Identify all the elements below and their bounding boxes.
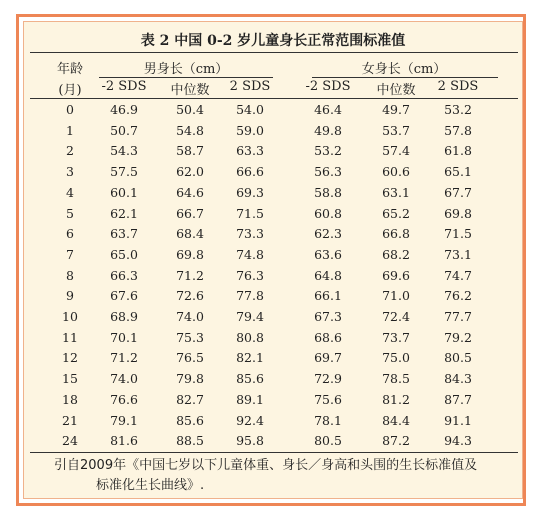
boys-median-cell: 66.7 — [176, 205, 204, 221]
girls-plus2-cell: 91.1 — [444, 412, 472, 428]
girls-median-header: 中位数 — [376, 83, 416, 98]
boys-median-cell: 88.5 — [176, 433, 204, 449]
girls-plus2-cell: 94.3 — [444, 433, 472, 449]
girls-plus2-cell: 77.7 — [444, 309, 472, 324]
boys-median-cell: 76.5 — [176, 350, 204, 366]
age-cell: 2 — [66, 143, 74, 159]
age-cell: 21 — [62, 412, 78, 428]
girls-minus2-header: -2 SDS — [305, 79, 351, 94]
boys-plus2-cell: 74.8 — [236, 246, 264, 262]
boys-plus2-cell: 69.3 — [236, 184, 264, 200]
girls-minus2-cell: 78.1 — [314, 412, 342, 428]
girls-median-cell: 72.4 — [382, 309, 410, 324]
boys-plus2-cell: 80.8 — [236, 329, 264, 345]
boys-median-header: 中位数 — [170, 83, 210, 98]
boys-median-cell: 75.3 — [176, 329, 204, 345]
age-cell: 4 — [66, 184, 74, 200]
boys-plus2-cell: 71.5 — [236, 205, 264, 221]
boys-median-cell: 71.2 — [176, 267, 204, 283]
girls-minus2-cell: 62.3 — [314, 226, 342, 242]
girls-plus2-cell: 84.3 — [444, 371, 472, 387]
age-cell: 6 — [66, 226, 74, 242]
age-cell: 12 — [62, 350, 78, 366]
girls-minus2-cell: 64.8 — [314, 267, 342, 283]
girls-median-cell: 49.7 — [382, 102, 410, 117]
boys-median-cell: 79.8 — [176, 371, 204, 387]
girls-minus2-cell: 56.3 — [314, 164, 342, 180]
girls-plus2-cell: 76.2 — [444, 288, 472, 304]
boys-plus2-cell: 66.6 — [236, 164, 264, 180]
girls-plus2-cell: 69.8 — [444, 205, 472, 221]
age-cell: 8 — [66, 267, 74, 283]
girls-minus2-cell: 53.2 — [314, 143, 342, 159]
boys-minus2-cell: 67.6 — [110, 288, 138, 304]
girls-minus2-cell: 66.1 — [314, 288, 342, 304]
age-header-line1: 年龄 — [56, 62, 83, 77]
boys-plus2-header: 2 SDS — [229, 79, 271, 94]
age-cell: 5 — [66, 205, 74, 221]
boys-minus2-cell: 71.2 — [110, 350, 138, 366]
age-cell: 15 — [62, 371, 78, 387]
girls-median-cell: 65.2 — [382, 205, 410, 221]
girls-minus2-cell: 72.9 — [314, 371, 342, 387]
girls-plus2-cell: 74.7 — [444, 267, 472, 283]
boys-minus2-cell: 68.9 — [110, 309, 138, 324]
girls-plus2-cell: 67.7 — [444, 184, 472, 200]
girls-plus2-cell: 80.5 — [444, 350, 472, 366]
boys-plus2-cell: 63.3 — [236, 143, 264, 159]
boys-plus2-cell: 77.8 — [236, 288, 264, 304]
age-cell: 9 — [66, 288, 74, 304]
girls-median-cell: 84.4 — [382, 412, 410, 428]
boys-median-cell: 74.0 — [176, 309, 204, 324]
boys-median-cell: 54.8 — [176, 122, 204, 138]
girls-median-cell: 73.7 — [382, 329, 410, 345]
girls-plus2-cell: 65.1 — [444, 164, 472, 180]
boys-minus2-cell: 65.0 — [110, 246, 138, 262]
boys-minus2-cell: 46.9 — [110, 102, 138, 117]
boys-minus2-cell: 81.6 — [110, 433, 138, 449]
girls-plus2-cell: 73.1 — [444, 246, 472, 262]
boys-minus2-cell: 50.7 — [110, 122, 138, 138]
boys-median-cell: 62.0 — [176, 164, 204, 180]
girls-minus2-cell: 80.5 — [314, 433, 342, 449]
boys-minus2-cell: 62.1 — [110, 205, 138, 221]
girls-minus2-cell: 60.8 — [314, 205, 342, 221]
boys-plus2-cell: 82.1 — [236, 350, 264, 366]
boys-median-cell: 82.7 — [176, 391, 204, 407]
boys-plus2-cell: 85.6 — [236, 371, 264, 387]
boys-plus2-cell: 92.4 — [236, 412, 264, 428]
age-cell: 1 — [66, 122, 74, 138]
boys-median-cell: 69.8 — [176, 246, 204, 262]
girls-median-cell: 63.1 — [382, 184, 410, 200]
girls-group-rule — [312, 77, 498, 78]
age-cell: 18 — [62, 391, 78, 407]
girls-plus2-cell: 53.2 — [444, 102, 472, 117]
boys-minus2-header: -2 SDS — [101, 79, 147, 94]
girls-median-cell: 66.8 — [382, 226, 410, 242]
boys-minus2-cell: 57.5 — [110, 164, 138, 180]
age-header-line2: (月) — [58, 83, 82, 98]
age-cell: 24 — [62, 433, 78, 449]
boys-minus2-cell: 60.1 — [110, 184, 138, 200]
boys-group-header: 男身长（cm） — [143, 62, 229, 77]
table-panel — [23, 21, 523, 499]
girls-plus2-header: 2 SDS — [437, 79, 479, 94]
boys-minus2-cell: 79.1 — [110, 412, 138, 428]
girls-median-cell: 53.7 — [382, 122, 410, 138]
girls-median-cell: 57.4 — [382, 143, 410, 159]
boys-plus2-cell: 73.3 — [236, 226, 264, 242]
age-cell: 3 — [66, 164, 74, 180]
boys-plus2-cell: 79.4 — [236, 309, 264, 324]
boys-plus2-cell: 89.1 — [236, 391, 264, 407]
age-cell: 7 — [66, 246, 74, 262]
girls-median-cell: 75.0 — [382, 350, 410, 366]
age-cell: 11 — [62, 329, 78, 345]
boys-plus2-cell: 54.0 — [236, 102, 264, 117]
girls-median-cell: 78.5 — [382, 371, 410, 387]
girls-median-cell: 69.6 — [382, 267, 410, 283]
age-cell: 0 — [66, 102, 74, 117]
girls-minus2-cell: 46.4 — [314, 102, 342, 117]
girls-minus2-cell: 58.8 — [314, 184, 342, 200]
girls-group-header: 女身长（cm） — [361, 62, 447, 77]
top-rule — [30, 52, 518, 53]
source-note-line2: 标准化生长曲线》. — [96, 478, 205, 493]
girls-minus2-cell: 75.6 — [314, 391, 342, 407]
boys-median-cell: 64.6 — [176, 184, 204, 200]
girls-median-cell: 81.2 — [382, 391, 410, 407]
boys-plus2-cell: 76.3 — [236, 267, 264, 283]
boys-minus2-cell: 76.6 — [110, 391, 138, 407]
girls-plus2-cell: 57.8 — [444, 122, 472, 138]
header-bottom-rule — [30, 98, 518, 99]
age-cell: 10 — [62, 309, 78, 324]
boys-median-cell: 50.4 — [176, 102, 204, 117]
boys-median-cell: 58.7 — [176, 143, 204, 159]
boys-median-cell: 72.6 — [176, 288, 204, 304]
boys-minus2-cell: 74.0 — [110, 371, 138, 387]
boys-median-cell: 68.4 — [176, 226, 204, 242]
girls-plus2-cell: 71.5 — [444, 226, 472, 242]
girls-minus2-cell: 63.6 — [314, 246, 342, 262]
girls-minus2-cell: 49.8 — [314, 122, 342, 138]
source-note-line1: 引自2009年《中国七岁以下儿童体重、身长／身高和头围的生长标准值及 — [54, 458, 478, 473]
girls-minus2-cell: 69.7 — [314, 350, 342, 366]
table-title: 表 2 中国 0-2 岁儿童身长正常范围标准值 — [140, 33, 406, 49]
boys-plus2-cell: 59.0 — [236, 122, 264, 138]
girls-minus2-cell: 67.3 — [314, 309, 342, 324]
boys-plus2-cell: 95.8 — [236, 433, 264, 449]
girls-median-cell: 87.2 — [382, 433, 410, 449]
girls-plus2-cell: 87.7 — [444, 391, 472, 407]
girls-plus2-cell: 79.2 — [444, 329, 472, 345]
girls-median-cell: 68.2 — [382, 246, 410, 262]
bottom-rule — [30, 452, 518, 453]
boys-minus2-cell: 66.3 — [110, 267, 138, 283]
boys-median-cell: 85.6 — [176, 412, 204, 428]
boys-minus2-cell: 54.3 — [110, 143, 138, 159]
girls-minus2-cell: 68.6 — [314, 329, 342, 345]
girls-plus2-cell: 61.8 — [444, 143, 472, 159]
girls-median-cell: 71.0 — [382, 288, 410, 304]
boys-group-rule — [99, 77, 273, 78]
boys-minus2-cell: 63.7 — [110, 226, 138, 242]
boys-minus2-cell: 70.1 — [110, 329, 138, 345]
girls-median-cell: 60.6 — [382, 164, 410, 180]
